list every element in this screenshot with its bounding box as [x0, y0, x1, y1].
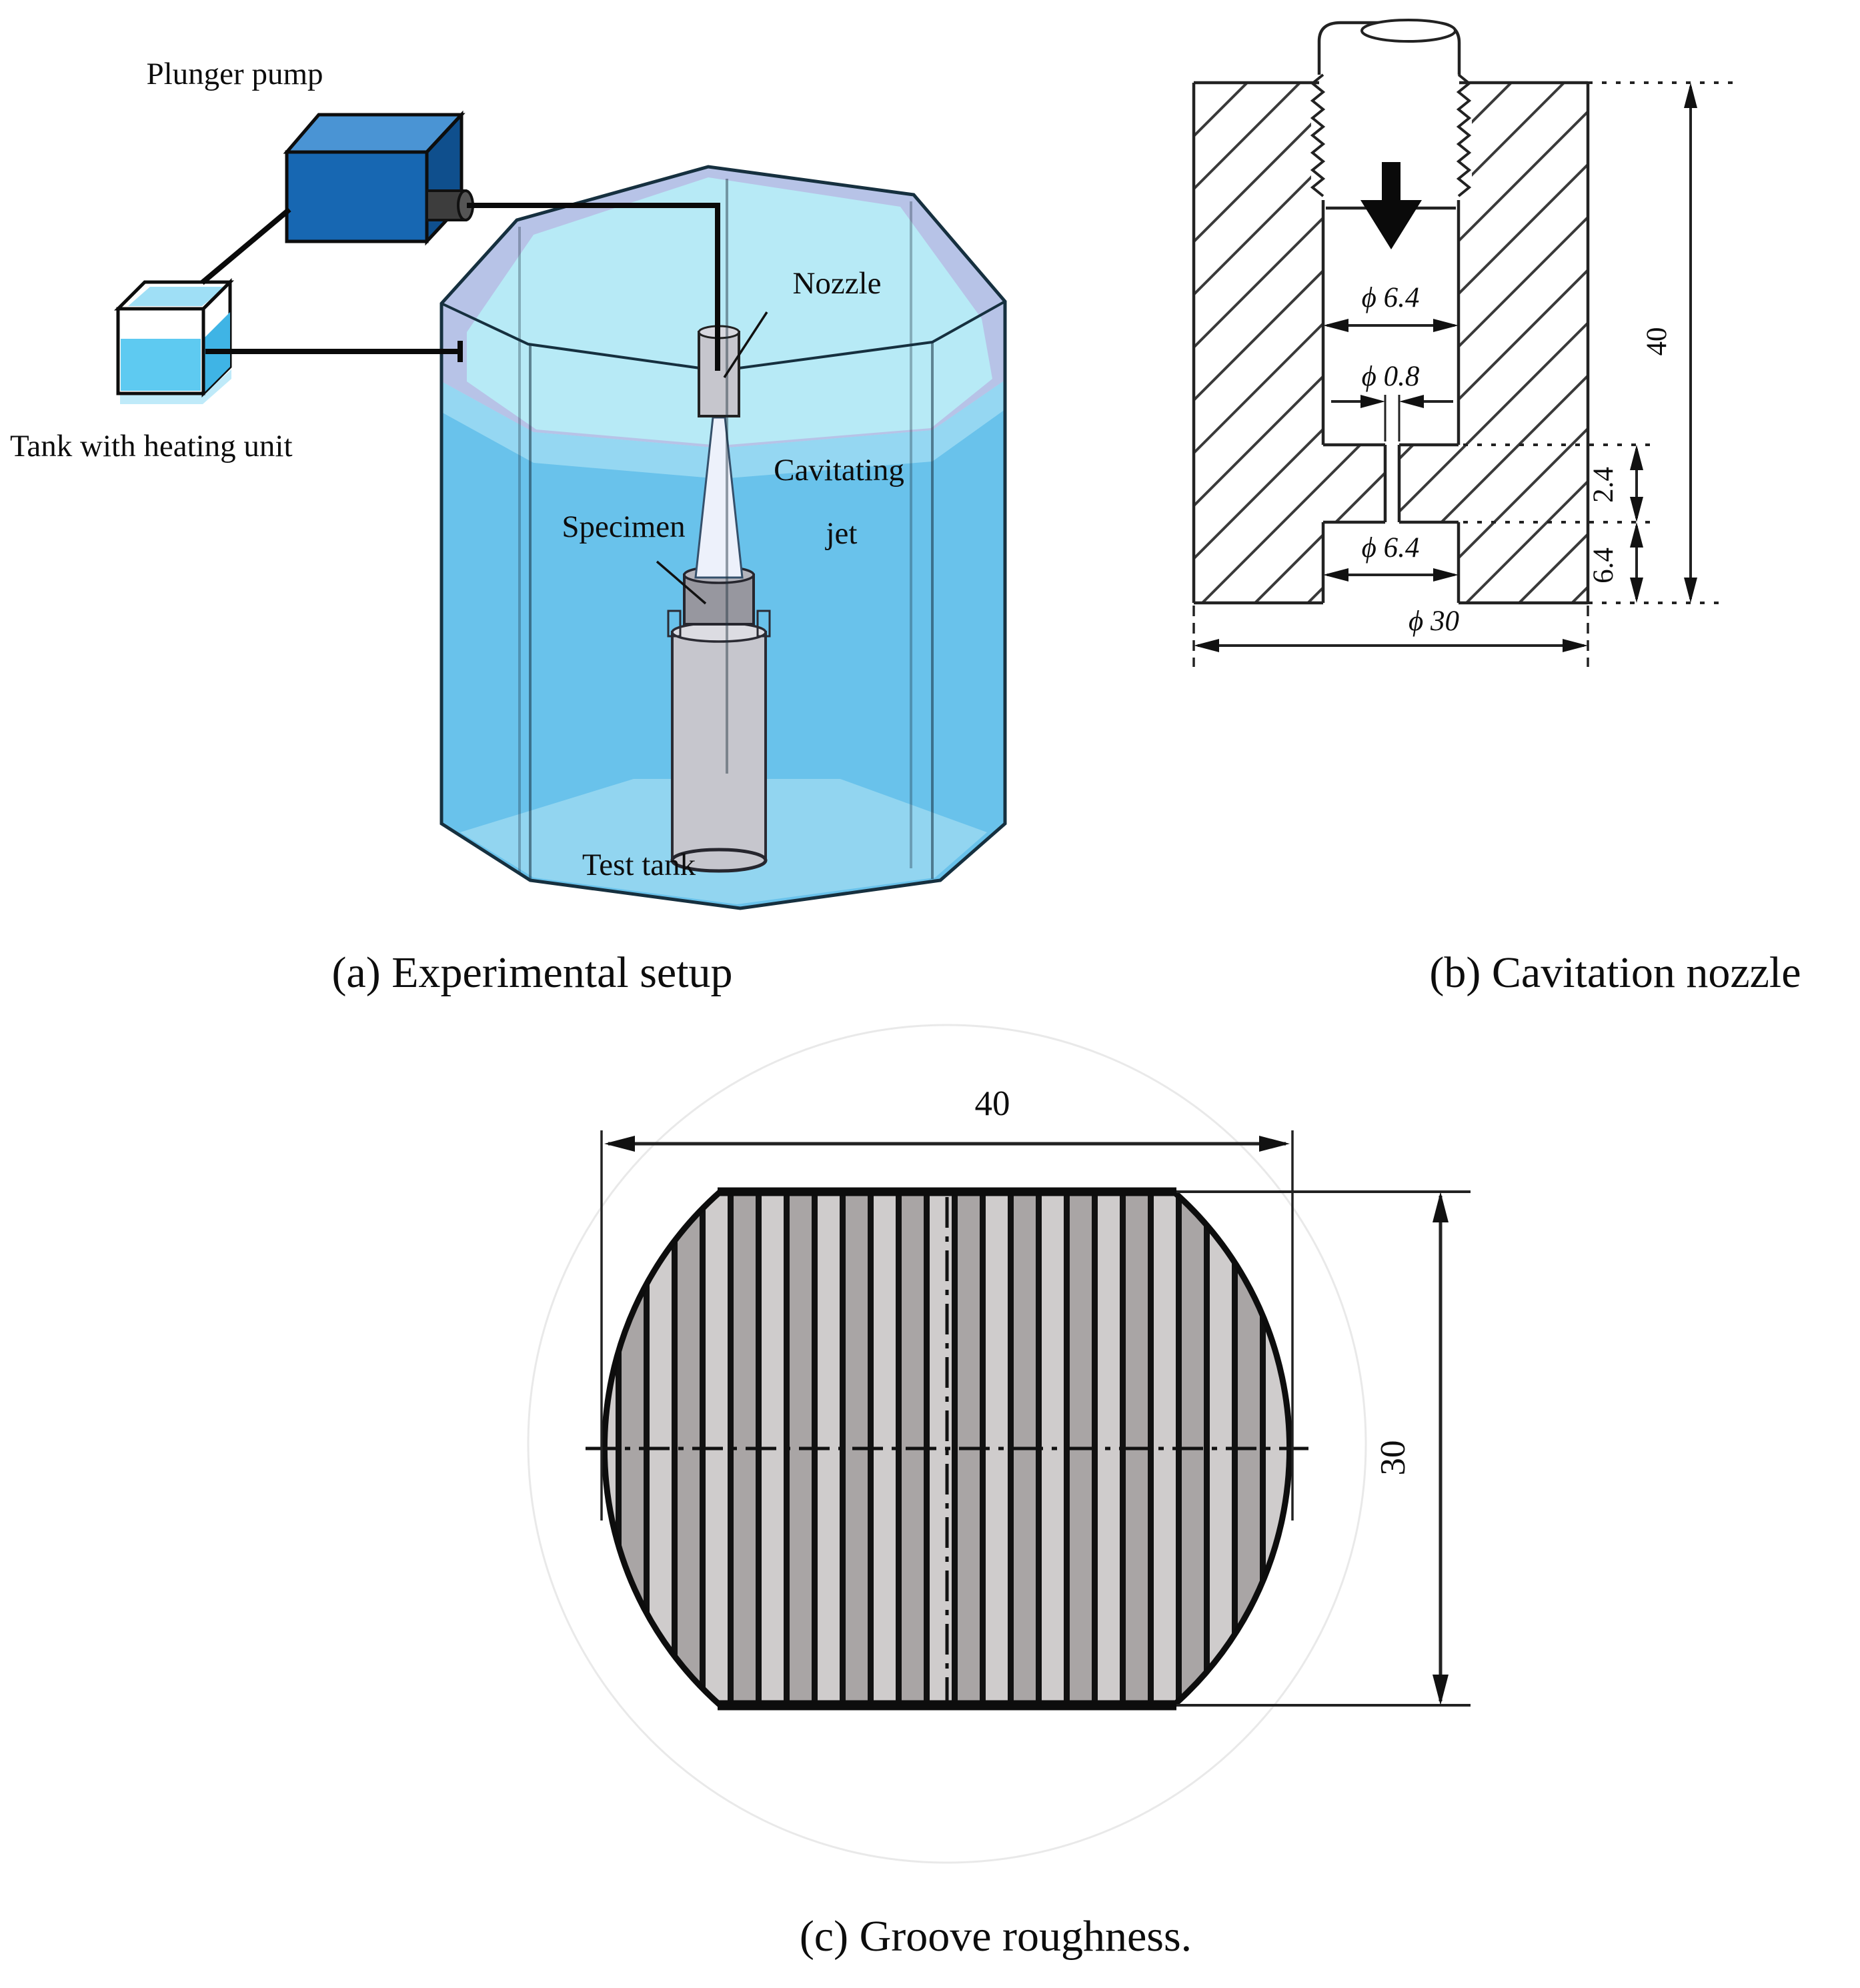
dim-plate-thickness: 2.4: [1588, 467, 1619, 503]
plunger-pump: [287, 115, 473, 241]
label-nozzle: Nozzle: [792, 266, 882, 301]
heating-tank: [118, 282, 231, 404]
label-test-tank: Test tank: [582, 848, 696, 882]
dim-outer-dia: ϕ 30: [1408, 606, 1460, 637]
label-plunger-pump: Plunger pump: [146, 57, 323, 91]
dim-lower-depth: 6.4: [1588, 548, 1619, 584]
label-tank-heating: Tank with heating unit: [10, 429, 293, 463]
pump-outlet: [427, 191, 473, 220]
dim-upper-bore: ϕ 6.4: [1361, 282, 1420, 313]
label-specimen: Specimen: [562, 510, 686, 544]
caption-b: (b) Cavitation nozzle: [1429, 948, 1801, 997]
dim-height: 30: [1374, 1440, 1413, 1476]
label-cavitating: Cavitating: [774, 453, 904, 487]
specimen-holder: [668, 611, 770, 871]
label-jet: jet: [826, 516, 858, 551]
hose-heater-to-pump: [202, 209, 289, 283]
heater-water-front: [121, 339, 201, 391]
panel-c-drawing: [528, 1025, 1471, 1961]
dim-lower-bore: ϕ 6.4: [1361, 532, 1420, 564]
caption-a: (a) Experimental setup: [331, 948, 733, 997]
dim-width: 40: [974, 1084, 1010, 1123]
dim-total-height: 40: [1641, 327, 1673, 356]
panel-b-drawing: [1194, 20, 1801, 997]
dim-throat: ϕ 0.8: [1361, 361, 1420, 392]
caption-c: (c) Groove roughness.: [799, 1912, 1192, 1961]
panel-a-illustration: [10, 57, 1005, 997]
